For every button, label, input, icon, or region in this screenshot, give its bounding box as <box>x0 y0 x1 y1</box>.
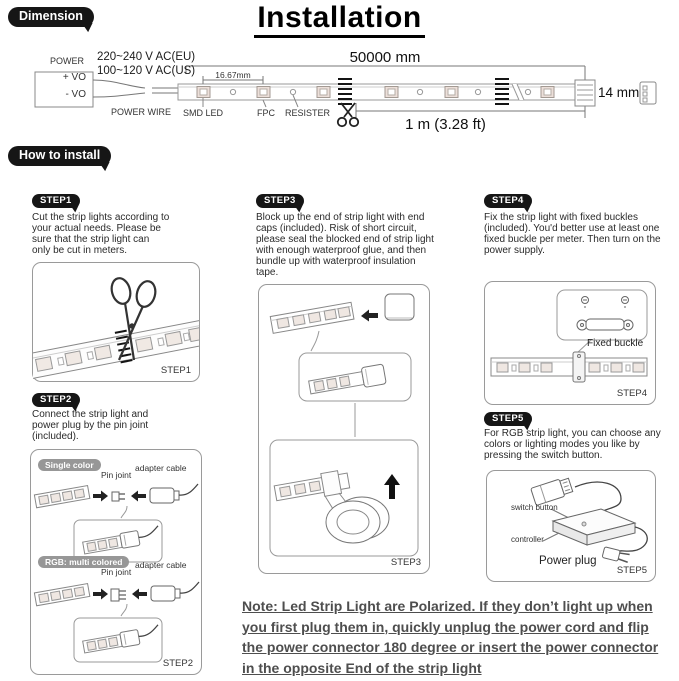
step3-badge-label: STEP3 <box>264 195 296 206</box>
step3-illustration <box>259 285 429 573</box>
power-plug-label: Power plug <box>539 555 597 567</box>
step2-illustration-box <box>30 449 202 675</box>
voltage-us-label: 100~120 V AC(US) <box>97 65 196 77</box>
page-title: Installation <box>254 2 424 38</box>
adapter-cable-label: adapter cable <box>135 463 187 473</box>
strip <box>34 486 89 508</box>
arrow-left-icon <box>132 589 147 600</box>
resister-label: RESISTER <box>284 108 330 118</box>
step4-badge-label: STEP4 <box>492 195 524 206</box>
step1-badge-label: STEP1 <box>40 195 72 206</box>
single-color-badge: Single color <box>38 459 101 471</box>
strip-width-label: 14 mm <box>598 85 640 100</box>
step4-illustration-box <box>484 281 656 405</box>
rgb-multi-colored-badge: RGB: multi colored <box>38 556 129 568</box>
step5-text: For RGB strip light, you can choose any colors or lighting modes you like by pressing the switch button. <box>484 428 661 461</box>
smd-led-label: SMD LED <box>182 108 223 118</box>
scissors-icon <box>338 103 358 126</box>
step5-corner-label: STEP5 <box>616 565 647 576</box>
fpc-label: FPC <box>257 108 275 118</box>
total-length-label: 50000 mm <box>349 49 421 66</box>
fixed-buckle-label: Fixed buckle <box>587 338 644 349</box>
controller <box>553 509 635 545</box>
cut-unit-label: 1 m (3.28 ft) <box>405 116 486 133</box>
strip <box>270 302 354 333</box>
switch-button-label: switch button <box>511 503 558 512</box>
step4-text: Fix the strip light with fixed buckles (included). You'd better use at least one fixed buckle per meter. Then turn on the power supply. <box>484 212 661 256</box>
pin-joint-label: Pin joint <box>101 567 132 577</box>
page-title-wrap <box>0 2 679 38</box>
dimension-badge-label: Dimension <box>19 9 83 23</box>
strip <box>491 358 647 376</box>
step4-badge <box>484 194 532 208</box>
voltage-eu-label: 220~240 V AC(EU) <box>97 51 196 63</box>
adapter <box>531 476 574 505</box>
pin-joint-4pin <box>111 589 126 601</box>
pin-joint-2pin <box>112 492 125 501</box>
step2-badge <box>32 393 80 407</box>
step5-badge-label: STEP5 <box>492 413 524 424</box>
polarity-note: Note: Led Strip Light are Polarized. If they don’t light up when you first plug them in, quickly unplug the power cord and flip the power connector 180 degree or insert the power connector in the opposite End of the strip light <box>242 598 659 676</box>
step3-corner-label: STEP3 <box>390 557 421 568</box>
power-plug <box>602 547 630 564</box>
step5-illustration-box <box>486 470 656 582</box>
end-connector <box>575 80 595 106</box>
how-to-install-badge <box>8 146 111 166</box>
arrow-left-icon <box>131 491 146 502</box>
strip <box>34 584 89 606</box>
negative-terminal-label: - VO <box>65 89 86 100</box>
step3-illustration-box <box>258 284 430 574</box>
step3-badge <box>256 194 304 208</box>
adapter <box>150 484 198 503</box>
positive-terminal-label: + VO <box>62 72 86 83</box>
controller-label: controller <box>511 535 544 544</box>
step1-text: Cut the strip lights according to your actual needs. Please be sure that the strip light can only be cut in meters. <box>32 212 170 256</box>
arrow-left-icon <box>361 310 378 322</box>
step2-text: Connect the strip light and power plug by the pin joint (included). <box>32 409 149 442</box>
fixed-buckle <box>573 352 585 382</box>
plug-piece <box>640 82 656 104</box>
step4-corner-label: STEP4 <box>616 388 647 399</box>
pin-joint-label: Pin joint <box>101 470 132 480</box>
step2-corner-label: STEP2 <box>162 658 193 669</box>
step2-badge-label: STEP2 <box>40 394 72 405</box>
power-wires <box>93 80 178 97</box>
adapter-cable-label: adapter cable <box>135 560 187 570</box>
arrow-right-icon <box>93 491 108 502</box>
end-cap <box>385 294 414 320</box>
step1-badge <box>32 194 80 208</box>
adapter <box>151 582 199 601</box>
arrow-right-icon <box>93 589 108 600</box>
led-pitch-label: 16.67mm <box>215 70 251 80</box>
how-to-install-badge-label: How to install <box>19 148 101 162</box>
power-label: POWER <box>50 56 85 66</box>
step5-badge <box>484 412 532 426</box>
step1-corner-label: STEP1 <box>160 365 191 376</box>
power-wire-label: POWER WIRE <box>111 107 171 117</box>
step1-illustration-box <box>32 262 200 382</box>
step1-illustration <box>33 263 199 381</box>
step3-text: Block up the end of strip light with end caps (included). Risk of short circuit, please seal the blocked end of strip light with enough waterproof glue, and then bundle up with waterproof insulation tape. <box>256 212 434 278</box>
